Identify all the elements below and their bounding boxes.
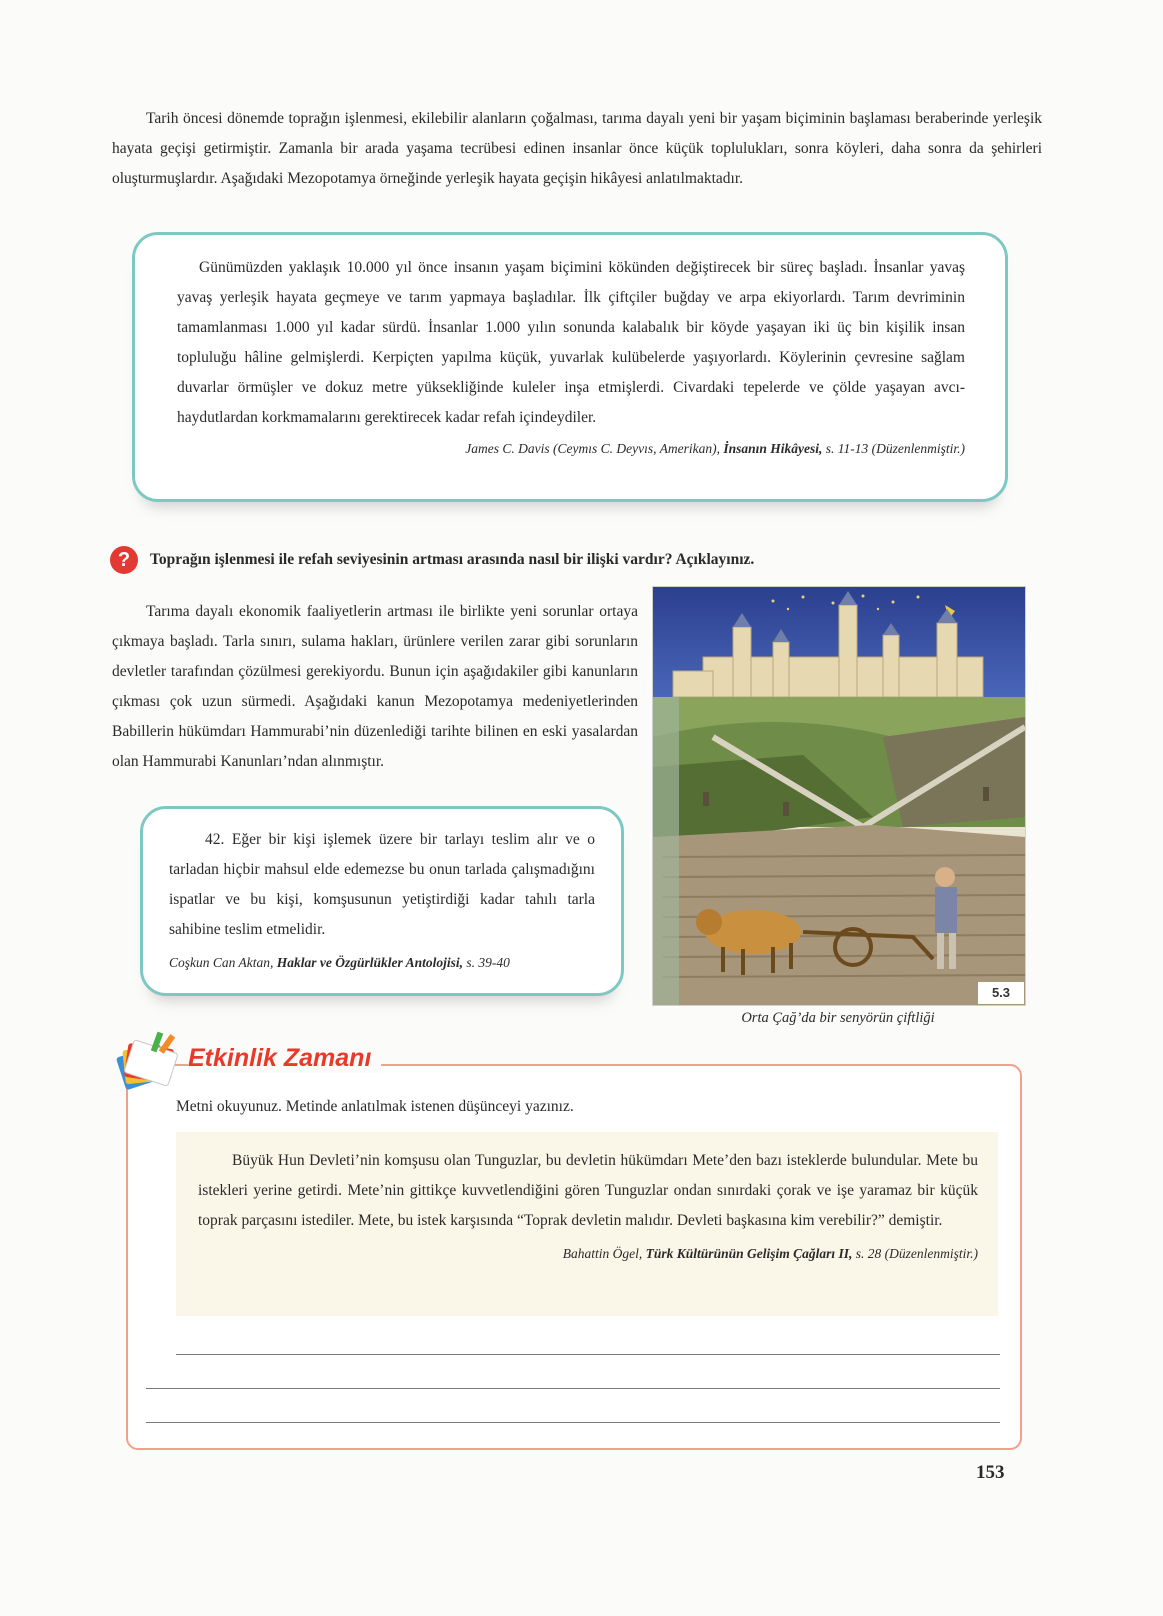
answer-line[interactable] — [146, 1388, 1000, 1389]
activity-cite-rest: s. 28 (Düzenlenmiştir.) — [855, 1246, 978, 1261]
activity-citation — [198, 1242, 978, 1266]
farm-painting-image — [653, 587, 1025, 1005]
quote2-text: 42. Eğer bir kişi işlemek üzere bir tarlayı teslim alır ve o tarladan hiçbir mahsul elde edemezse bu onun tarlada çalışmadığını ispatlar ve bu kişi, komşusunun yetiştirdiği kadar tahılı tarla sahibine teslim etmelidir. — [169, 831, 595, 938]
answer-line[interactable] — [146, 1422, 1000, 1423]
quote1-cite-rest: s. 11-13 (Düzenlenmiştir.) — [825, 441, 965, 456]
intro-paragraph — [112, 104, 1042, 194]
question-text: Toprağın işlenmesi ile refah seviyesinin artması arasında nasıl bir ilişki vardır? Açıklayınız. — [150, 551, 755, 568]
question-mark-icon: ? — [110, 546, 138, 574]
quote1-cite-work: İnsanın Hikâyesi, — [723, 441, 823, 456]
figure-caption: Orta Çağ’da bir senyörün çiftliği — [741, 1010, 935, 1026]
quote2-cite-rest: s. 39-40 — [466, 955, 510, 970]
activity-cite-author: Bahattin Ögel, — [562, 1246, 643, 1261]
answer-line[interactable] — [176, 1354, 1000, 1355]
hammurabi-paragraph — [112, 597, 638, 777]
figure-number: 5.3 — [978, 982, 1024, 1004]
question-block — [110, 546, 1040, 574]
quote1-text: Günümüzden yaklaşık 10.000 yıl önce insanın yaşam biçimini kökünden değiştirecek bir süreç başladı. İnsanlar yavaş yavaş yerleşik hayata geçmeye ve tarım yapmaya başladılar. İlk çiftçiler buğday ve arpa ekiyorlardı. Tarım devriminin tamamlanması 1.000 yıl kadar sürdü. İnsanlar 1.000 yılın sonunda kalabalık bir köyde yaşayan iki üç bin kişilik insan topluluğu hâline gelmişlerdi. Kerpiçten yapılma küçük, yuvarlak kulübelerde yaşıyorlardı. Köylerinin çevresine sağlam duvarlar örmüşler ve dokuz metre yüksekliğinde kuleler inşa etmişlerdi. Civardaki tepelerde ve çölde yaşayan avcı-haydutlardan korkmamalarını gerektirecek kadar refah içindeydiler. — [177, 259, 965, 426]
quote1-cite-author: James C. Davis (Ceymıs C. Deyvıs, Amerikan), — [465, 441, 720, 456]
activity-cards-icon — [104, 1022, 186, 1105]
page-number: 153 — [976, 1462, 1005, 1483]
quote2-cite-work: Haklar ve Özgürlükler Antolojisi, — [276, 955, 464, 970]
intro-text: Tarih öncesi dönemde toprağın işlenmesi, ekilebilir alanların çoğalması, tarıma dayalı yeni bir yaşam biçiminin başlaması beraberinde yerleşik hayata geçişi getirmiştir. Zamanla bir arada yaşama tecrübesi edinen insanlar önce küçük toplulukları, sonra köyleri, daha sonra da şehirleri oluşturmuşlardır. Aşağıdaki Mezopotamya örneğinde yerleşik hayata geçişin hikâyesi anlatılmaktadır. — [112, 110, 1042, 187]
activity-title: Etkinlik Zamanı — [188, 1044, 381, 1073]
quote2-cite-author: Coşkun Can Aktan, — [169, 955, 274, 970]
quote-box-hammurabi — [140, 806, 624, 996]
activity-text-box — [176, 1132, 998, 1316]
para2-text: Tarıma dayalı ekonomik faaliyetlerin artması ile birlikte yeni sorunlar ortaya çıkmaya başladı. Tarla sınırı, sulama hakları, ürünlere verilen zarar gibi sorunların devletler tarafından çözülmesi gerekiyordu. Bunun için aşağıdakiler gibi kanunların çıkması çok uzun sürmedi. Aşağıdaki kanun Mezopotamya medeniyetlerinden Babillerin hükümdarı Hammurabi’nin düzenlediği tarihte bilinen en eski yasalardan olan Hammurabi Kanunları’ndan alınmıştır. — [112, 603, 638, 770]
medieval-farm-illustration — [652, 586, 1026, 1006]
activity-instruction: Metni okuyunuz. Metinde anlatılmak istenen düşünceyi yazınız. — [176, 1098, 574, 1115]
activity-cite-work: Türk Kültürünün Gelişim Çağları II, — [645, 1246, 853, 1261]
quote2-citation — [169, 951, 595, 975]
activity-text: Büyük Hun Devleti’nin komşusu olan Tunguzlar, bu devletin hükümdarı Mete’den bazı isteklerde bulundular. Mete bu istekleri yerine getirdi. Mete’nin gittikçe kuvvetlendiğini gören Tunguzlar ondan sınırdaki çorak ve işe yaramaz bir küçük toprak parçasını istediler. Mete, bu istek karşısında “Toprak devletin malıdır. Devleti başkasına kim verebilir?” demiştir. — [198, 1152, 978, 1229]
quote1-citation — [177, 437, 965, 461]
quote-box-davis — [132, 232, 1008, 502]
